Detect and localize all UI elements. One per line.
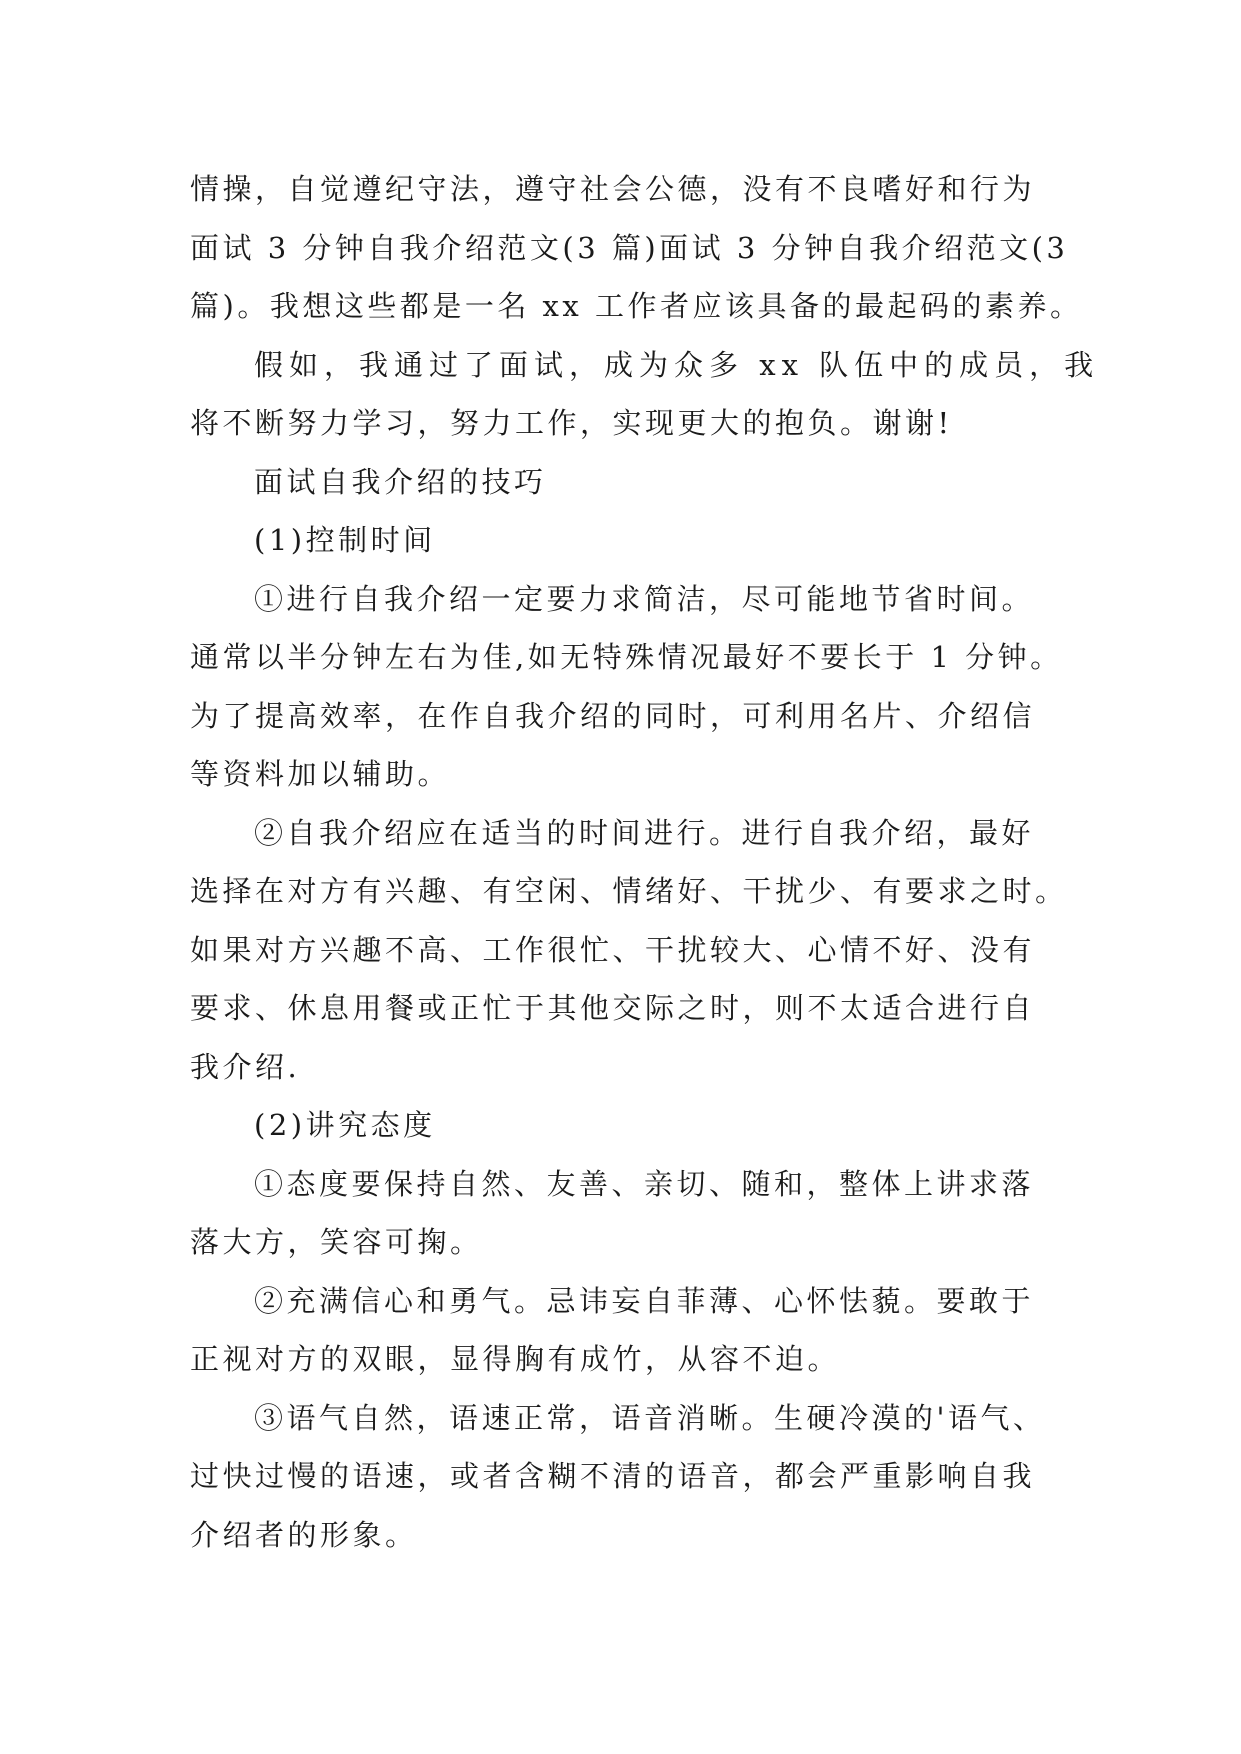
text-line: 如果对方兴趣不高、工作很忙、干扰较大、心情不好、没有: [190, 932, 1036, 967]
subsection-heading: (2)讲究态度: [254, 1108, 436, 1142]
text-line: 为了提高效率，在作自我介绍的同时，可利用名片、介绍信: [190, 698, 1036, 733]
paragraph-start: ①进行自我介绍一定要力求简洁，尽可能地节省时间。: [254, 581, 1035, 616]
text-line: 介绍者的形象。: [190, 1517, 418, 1552]
paragraph-start: ②自我介绍应在适当的时间进行。进行自我介绍，最好: [254, 815, 1035, 850]
text-line: 将不断努力学习，努力工作，实现更大的抱负。谢谢!: [190, 406, 953, 440]
text-line: 情操，自觉遵纪守法，遵守社会公德，没有不良嗜好和行为: [190, 172, 1036, 206]
text-line: 选择在对方有兴趣、有空闲、情绪好、干扰少、有要求之时。: [190, 874, 1068, 908]
text-line: 通常以半分钟左右为佳,如无特殊情况最好不要长于 1 分钟。: [190, 640, 1063, 674]
text-line: 面试 3 分钟自我介绍范文(3 篇)面试 3 分钟自我介绍范文(3: [190, 230, 1069, 265]
text-line: 篇)。我想这些都是一名 xx 工作者应该具备的最起码的素养。: [190, 289, 1083, 323]
text-line: 要求、休息用餐或正忙于其他交际之时，则不太适合进行自: [190, 991, 1036, 1025]
subsection-heading: (1)控制时间: [254, 523, 436, 557]
paragraph-start: ②充满信心和勇气。忌讳妄自菲薄、心怀怯藐。要敢于: [254, 1283, 1035, 1318]
paragraph-start: ①态度要保持自然、友善、亲切、随和，整体上讲求落: [254, 1166, 1035, 1201]
paragraph-start: 假如，我通过了面试，成为众多 xx 队伍中的成员，我: [254, 347, 1100, 382]
document-body: [190, 160, 1100, 1564]
text-line: 我介绍.: [190, 1049, 301, 1084]
text-line: 过快过慢的语速，或者含糊不清的语音，都会严重影响自我: [190, 1459, 1036, 1493]
text-line: 等资料加以辅助。: [190, 757, 451, 791]
section-heading: 面试自我介绍的技巧: [254, 464, 547, 499]
paragraph-start: ③语气自然，语速正常，语音消晰。生硬冷漠的'语气、: [254, 1400, 1046, 1435]
text-line: 落大方，笑容可掬。: [190, 1225, 483, 1259]
text-line: 正视对方的双眼，显得胸有成竹，从容不迫。: [190, 1342, 841, 1376]
